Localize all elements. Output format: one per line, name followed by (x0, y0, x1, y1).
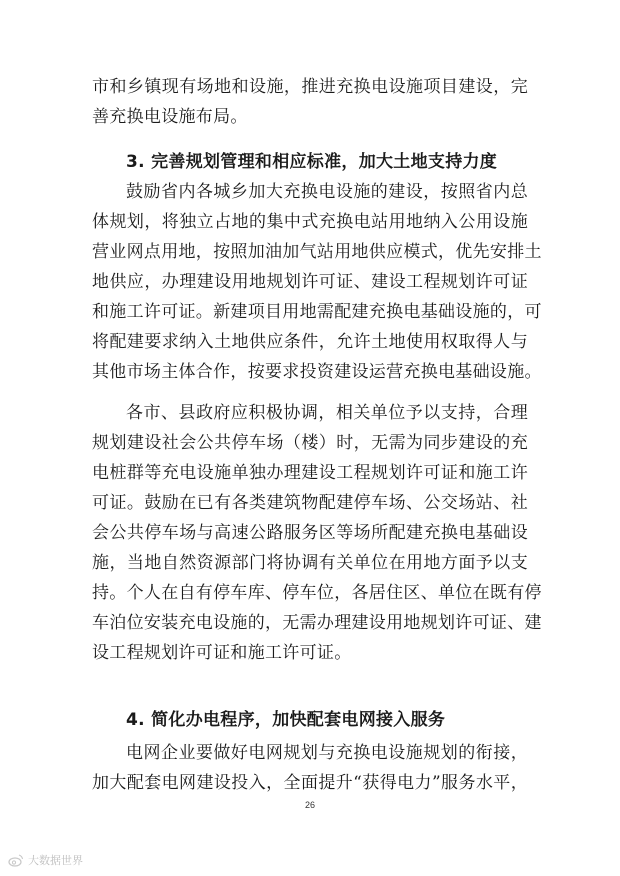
watermark-text: 大数据世界 (28, 854, 83, 867)
text-line: 和施工许可证。新建项目用地需配建充换电基础设施的，可 (92, 302, 542, 322)
weibo-logo-icon (8, 853, 24, 867)
text-line: 车泊位安装充电设施的，无需办理建设用地规划许可证、建 (92, 613, 542, 633)
text-line: 规划建设社会公共停车场（楼）时，无需为同步建设的充 (92, 433, 528, 453)
text-line: 鼓励省内各城乡加大充换电设施的建设，按照省内总 (126, 182, 528, 202)
text-line: 营业网点用地，按照加油加气站用地供应模式，优先安排土 (92, 242, 542, 262)
paragraph-4 (92, 738, 528, 798)
watermark (8, 852, 83, 868)
heading-text: 3. 完善规划管理和相应标准，加大土地支持力度 (126, 152, 498, 172)
paragraph-continuation (92, 72, 528, 132)
text-line: 体规划，将独立占地的集中式充换电站用地纳入公用设施 (92, 212, 528, 232)
text-line: 善充换电设施布局。 (92, 107, 248, 127)
text-line: 市和乡镇现有场地和设施，推进充换电设施项目建设，完 (92, 77, 528, 97)
section-heading-4 (92, 705, 528, 735)
text-line: 电桩群等充电设施单独办理建设工程规划许可证和施工许 (92, 463, 528, 483)
section-heading-3 (92, 147, 528, 177)
text-line: 可证。鼓励在已有各类建筑物配建停车场、公交场站、社 (92, 493, 528, 513)
text-line: 电网企业要做好电网规划与充换电设施规划的衔接， (126, 743, 528, 763)
text-line: 其他市场主体合作，按要求投资建设运营充换电基础设施。 (92, 362, 542, 382)
heading-text: 4. 简化办电程序，加快配套电网接入服务 (126, 710, 446, 730)
text-line: 设工程规划许可证和施工许可证。 (92, 643, 352, 663)
text-line: 持。个人在自有停车库、停车位，各居住区、单位在既有停 (92, 583, 542, 603)
text-line: 将配建要求纳入土地供应条件，允许土地使用权取得人与 (92, 332, 528, 352)
text-line: 地供应，办理建设用地规划许可证、建设工程规划许可证 (92, 272, 528, 292)
paragraph-3b (92, 398, 542, 668)
text-line: 各市、县政府应积极协调，相关单位予以支持，合理 (126, 403, 528, 423)
page-number: 26 (304, 800, 315, 810)
paragraph-3a (92, 177, 542, 387)
text-line: 加大配套电网建设投入，全面提升“获得电力”服务水平， (92, 773, 528, 793)
text-line: 施，当地自然资源部门将协调有关单位在用地方面予以支 (92, 553, 528, 573)
text-line: 会公共停车场与高速公路服务区等场所配建充换电基础设 (92, 523, 528, 543)
